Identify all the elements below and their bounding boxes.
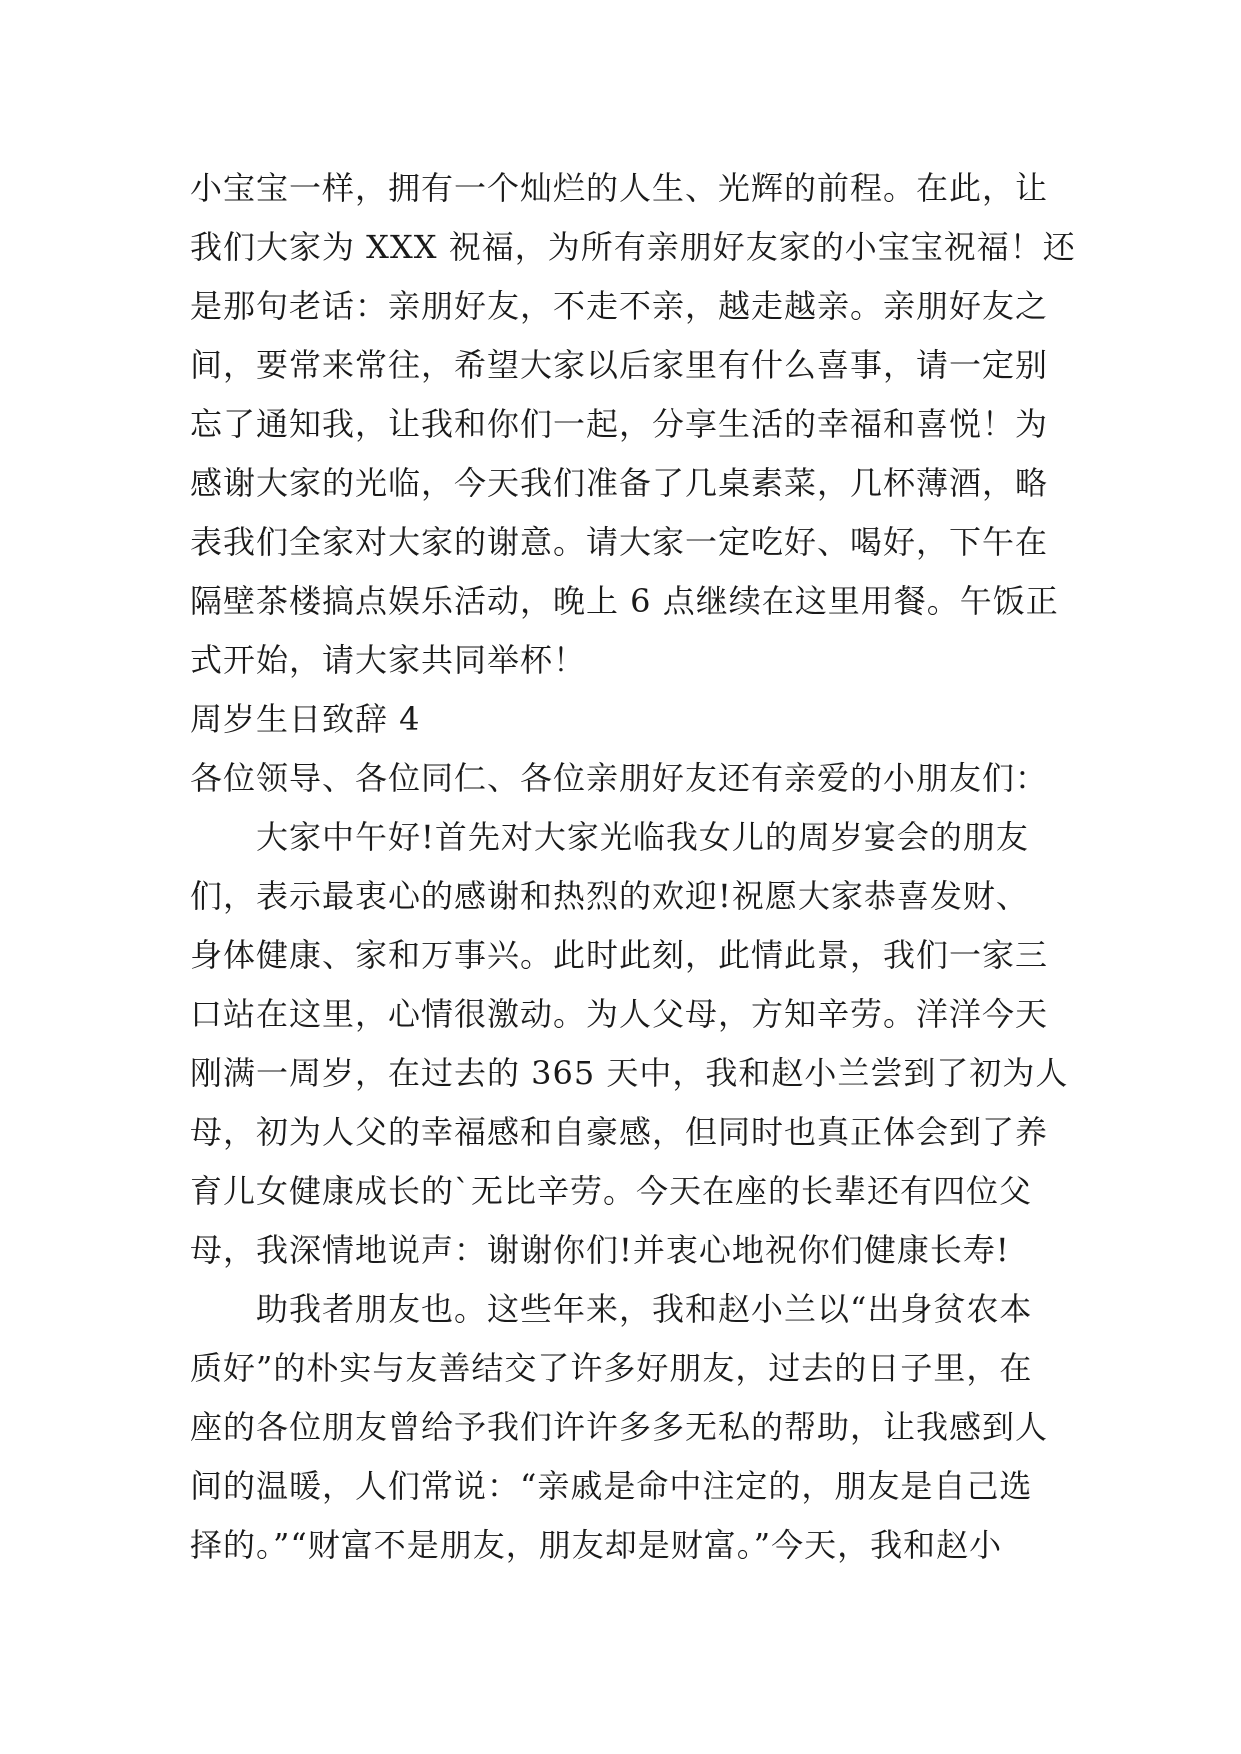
text-line: 大家中午好!首先对大家光临我女儿的周岁宴会的朋友: [256, 818, 1029, 856]
text-line: 小宝宝一样，拥有一个灿烂的人生、光辉的前程。在此，让: [190, 169, 1049, 207]
text-line: 隔壁茶楼搞点娱乐活动，晚上 6 点继续在这里用餐。午饭正: [190, 582, 1059, 620]
text-line: 是那句老话：亲朋好友，不走不亲，越走越亲。亲朋好友之: [190, 287, 1049, 325]
text-line: 们，表示最衷心的感谢和热烈的欢迎!祝愿大家恭喜发财、: [190, 877, 1029, 915]
paragraph: [190, 808, 1069, 1280]
text-line: 我们大家为 XXX 祝福，为所有亲朋好友家的小宝宝祝福！还: [190, 228, 1076, 266]
section-title: 周岁生日致辞 4: [190, 700, 421, 738]
text-line: 择的。”“财富不是朋友，朋友却是财富。”今天，我和赵小: [190, 1526, 1003, 1564]
text-line: 口站在这里，心情很激动。为人父母，方知辛劳。洋洋今天: [190, 995, 1049, 1033]
text-line: 座的各位朋友曾给予我们许许多多无私的帮助，让我感到人: [190, 1408, 1049, 1446]
text-line: 身体健康、家和万事兴。此时此刻，此情此景，我们一家三: [190, 936, 1049, 974]
paragraph: [190, 1280, 1060, 1575]
continued-paragraph: [190, 159, 1076, 690]
text-line: 刚满一周岁，在过去的 365 天中，我和赵小兰尝到了初为人: [190, 1054, 1069, 1092]
text-line: 质好”的朴实与友善结交了许多好朋友，过去的日子里，在: [190, 1349, 1033, 1387]
text-line: 间，要常来常往，希望大家以后家里有什么喜事，请一定别: [190, 346, 1049, 384]
salutation: 各位领导、各位同仁、各位亲朋好友还有亲爱的小朋友们：: [190, 759, 1049, 797]
text-line: 母，我深情地说声：谢谢你们!并衷心地祝你们健康长寿!: [190, 1231, 1010, 1269]
text-line: 母，初为人父的幸福感和自豪感，但同时也真正体会到了养: [190, 1113, 1049, 1151]
document-body: [190, 159, 1076, 1575]
text-line: 间的温暖，人们常说：“亲戚是命中注定的，朋友是自己选: [190, 1467, 1033, 1505]
text-line: 表我们全家对大家的谢意。请大家一定吃好、喝好，下午在: [190, 523, 1049, 561]
text-line: 忘了通知我，让我和你们一起，分享生活的幸福和喜悦！为: [190, 405, 1049, 443]
text-line: 助我者朋友也。这些年来，我和赵小兰以“出身贫农本: [256, 1290, 1033, 1328]
text-line: 式开始，请大家共同举杯！: [190, 641, 587, 679]
text-line: 感谢大家的光临，今天我们准备了几桌素菜，几杯薄酒，略: [190, 464, 1049, 502]
text-line: 育儿女健康成长的`无比辛劳。今天在座的长辈还有四位父: [190, 1172, 1033, 1210]
